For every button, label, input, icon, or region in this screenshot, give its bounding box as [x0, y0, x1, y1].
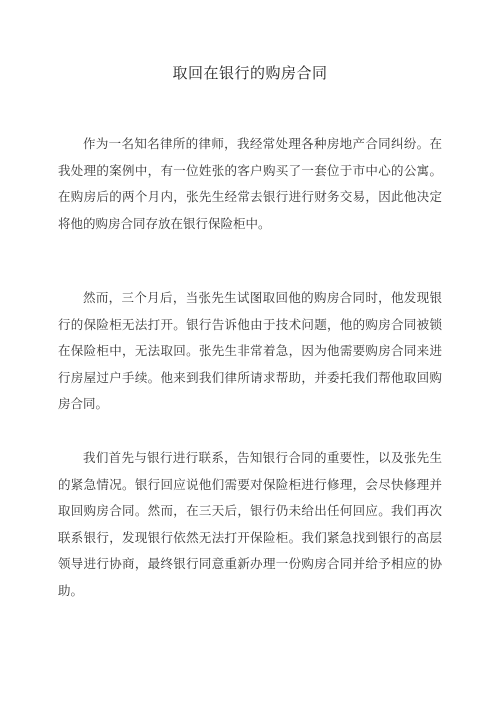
paragraph-2: 然而，三个月后，当张先生试图取回他的购房合同时，他发现银行的保险柜无法打开。银行告诉他由于技术问题，他的购房合同被锁在保险柜中，无法取回。张先生非常着急，因为他需要购房合同来进行房屋过户手续。他来到我们律所请求帮助，并委托我们帮他取回购房合同。 — [58, 290, 442, 411]
paragraph-1: 作为一名知名律所的律师，我经常处理各种房地产合同纠纷。在我处理的案例中，有一位姓张的客户购买了一套位于市中心的公寓。在购房后的两个月内，张先生经常去银行进行财务交易，因此他决定将他的购房合同存放在银行保险柜中。 — [58, 136, 442, 231]
document-title: 取回在银行的购房合同 — [172, 64, 328, 82]
paragraph-3: 我们首先与银行进行联系，告知银行合同的重要性，以及张先生的紧急情况。银行回应说他们需要对保险柜进行修理，会尽快修理并取回购房合同。然而，在三天后，银行仍未给出任何回应。我们再次联系银行，发现银行依然无法打开保险柜。我们紧急找到银行的高层领导进行协商，最终银行同意重新办理一份购房合同并给予相应的协助。 — [58, 450, 442, 598]
